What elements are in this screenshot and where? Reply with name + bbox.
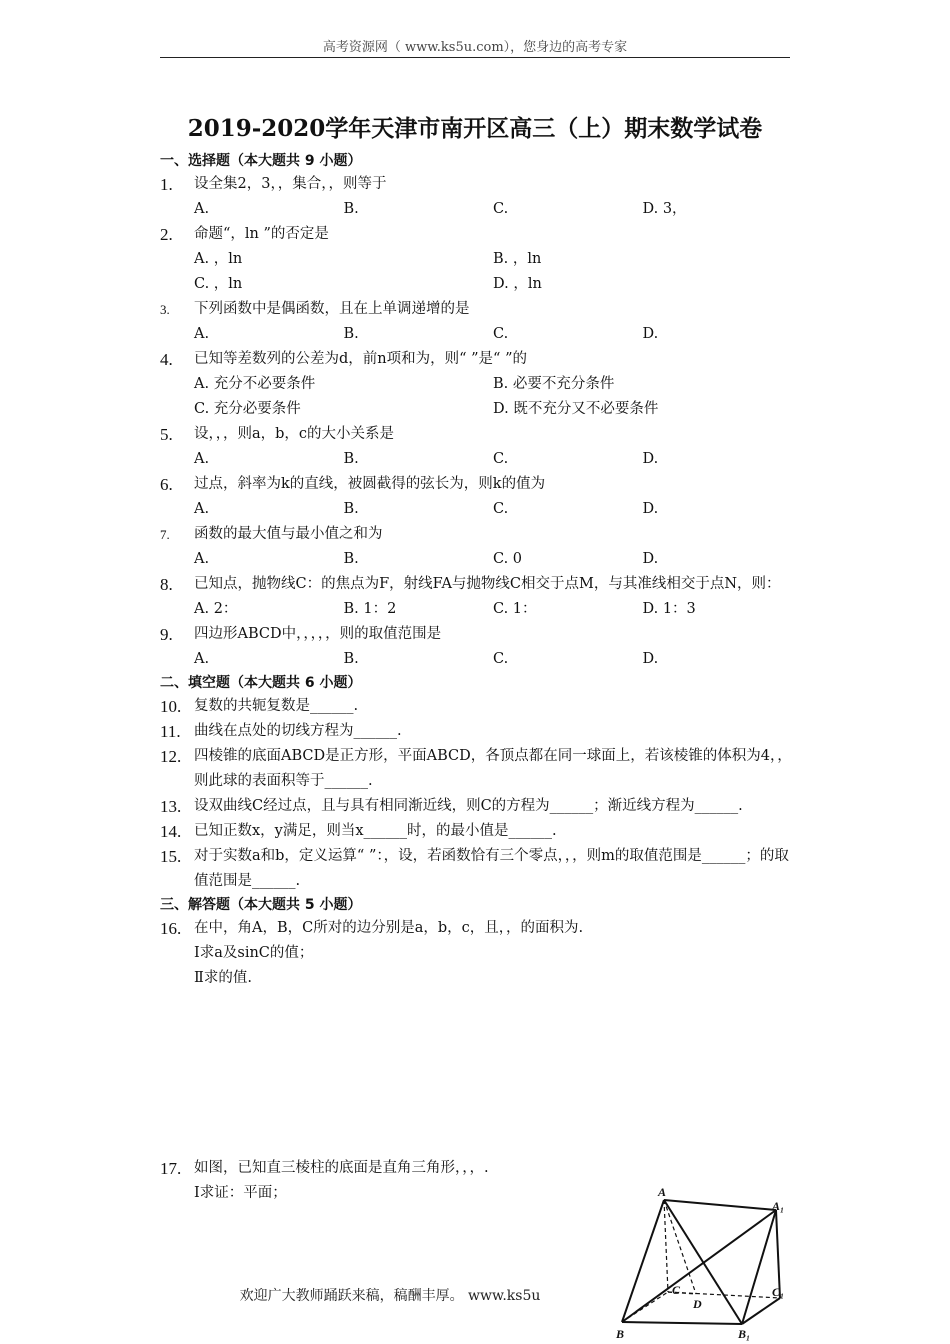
question-text: 在中，角A，B，C所对的边分别是a，b，c，且，，的面积为. [194, 920, 584, 936]
option-b: B. [343, 501, 359, 517]
exam-content [160, 150, 792, 1206]
option-c: C. 1： [493, 601, 537, 617]
option-c: C. [493, 451, 509, 467]
question-text: 复数的共轭复数是______. [194, 698, 359, 714]
label-c: C [672, 1283, 681, 1297]
option-d: D. 1：3 [642, 601, 696, 617]
question-text: 四棱锥的底面ABCD是正方形，平面ABCD，各顶点都在同一球面上，若该棱锥的体积为4，，则此球的表面积等于______. [194, 748, 792, 789]
option-c: C. ，ln [194, 276, 243, 292]
question-number: 6. [160, 475, 173, 494]
question-6 [160, 472, 792, 522]
option-b: B. ，ln [493, 251, 542, 267]
question-number: 3. [160, 302, 170, 317]
question-text: 曲线在点处的切线方程为______. [194, 723, 402, 739]
question-text: 命题“，ln ”的否定是 [194, 226, 329, 242]
label-c1: C₁ [772, 1285, 785, 1299]
question-9 [160, 622, 792, 672]
question-number: 16. [160, 919, 182, 938]
option-d: D. 既不充分又不必要条件 [493, 401, 659, 417]
question-number: 12. [160, 747, 182, 766]
option-a: A. [194, 551, 210, 567]
option-b: B. 1：2 [343, 601, 397, 617]
question-16 [160, 916, 792, 991]
prism-figure [608, 1182, 798, 1344]
question-15 [160, 844, 792, 894]
option-c: C. 0 [493, 551, 523, 567]
label-a1: A₁ [772, 1199, 785, 1213]
option-a: A. [194, 651, 210, 667]
question-number: 14. [160, 822, 182, 841]
option-b: B. 必要不充分条件 [493, 376, 615, 392]
question-2 [160, 222, 792, 297]
option-a: A. [194, 326, 210, 342]
label-d: D [693, 1297, 702, 1311]
option-d: D. 3， [642, 201, 687, 217]
section-choice-heading: 一、选择题（本大题共 9 小题） [160, 153, 362, 169]
option-c: C. 充分必要条件 [194, 401, 301, 417]
question-number: 5. [160, 425, 173, 444]
question-number: 4. [160, 350, 173, 369]
question-4 [160, 347, 792, 422]
question-10 [160, 694, 792, 719]
option-b: B. [343, 551, 359, 567]
question-text: 设全集2，3，，集合，，则等于 [194, 176, 387, 192]
question-number: 10. [160, 697, 182, 716]
option-a: A. 充分不必要条件 [194, 376, 316, 392]
question-text: 如图，已知直三棱柱的底面是直角三角形，，，. [194, 1160, 489, 1176]
option-d: D. [642, 451, 659, 467]
option-c: C. [493, 501, 509, 517]
question-text: 已知等差数列的公差为d，前n项和为，则“ ”是“ ”的 [194, 351, 527, 367]
option-a: A. [194, 451, 210, 467]
option-d: D. ，ln [493, 276, 542, 292]
option-d: D. [642, 651, 659, 667]
question-text: 已知点，抛物线C：的焦点为F，射线FA与抛物线C相交于点M，与其准线相交于点N，则： [194, 576, 781, 592]
question-3 [160, 297, 792, 347]
question-text: 下列函数中是偶函数，且在上单调递增的是 [194, 301, 470, 317]
option-c: C. [493, 326, 509, 342]
question-5 [160, 422, 792, 472]
header-rule [160, 57, 790, 58]
question-text: 对于实数a和b，定义运算“ ”：，设，若函数恰有三个零点，，，则m的取值范围是______；的取值范围是______. [194, 848, 789, 889]
label-a: A [658, 1185, 667, 1199]
question-1 [160, 172, 792, 222]
sub-question-2: Ⅱ求的值. [194, 970, 252, 986]
page-header: 高考资源网（ www.ks5u.com），您身边的高考专家 [322, 40, 628, 55]
question-text: 设，，，则a，b，c的大小关系是 [194, 426, 395, 442]
question-number: 2. [160, 225, 173, 244]
sub-question-1: Ⅰ求证：平面； [194, 1185, 287, 1201]
question-12 [160, 744, 792, 794]
page-title: 2019-2020学年天津市南开区高三（上）期末数学试卷 [187, 115, 763, 142]
option-b: B. [343, 451, 359, 467]
question-text: 设双曲线C经过点，且与具有相同渐近线，则C的方程为______；渐近线方程为______. [194, 798, 743, 814]
question-13 [160, 794, 792, 819]
option-a: A. [194, 201, 210, 217]
option-b: B. [343, 651, 359, 667]
question-number: 11. [160, 722, 181, 741]
question-text: 过点，斜率为k的直线，被圆截得的弦长为，则k的值为 [194, 476, 546, 492]
option-d: D. [642, 501, 659, 517]
option-b: B. [343, 201, 359, 217]
label-b: B [616, 1327, 625, 1341]
option-b: B. [343, 326, 359, 342]
section-fill-heading: 二、填空题（本大题共 6 小题） [160, 675, 362, 691]
option-d: D. [642, 551, 659, 567]
option-c: C. [493, 201, 509, 217]
question-8 [160, 572, 792, 622]
label-b1: B₁ [738, 1327, 751, 1341]
page-footer: 欢迎广大教师踊跃来稿，稿酬丰厚。 www.ks5u [239, 1288, 541, 1304]
option-a: A. ，ln [194, 251, 243, 267]
question-number: 9. [160, 625, 173, 644]
question-text: 函数的最大值与最小值之和为 [194, 526, 383, 542]
answer-space [160, 991, 792, 1156]
sub-question-1: Ⅰ求a及sinC的值； [194, 945, 314, 961]
question-number: 17. [160, 1159, 182, 1178]
question-11 [160, 719, 792, 744]
question-number: 1. [160, 175, 173, 194]
option-a: A. [194, 501, 210, 517]
question-14 [160, 819, 792, 844]
question-text: 四边形ABCD中，，，，，则的取值范围是 [194, 626, 442, 642]
section-answer-heading: 三、解答题（本大题共 5 小题） [160, 897, 362, 913]
question-number: 8. [160, 575, 173, 594]
option-c: C. [493, 651, 509, 667]
question-text: 已知正数x，y满足，则当x______时，的最小值是______. [194, 823, 557, 839]
question-number: 13. [160, 797, 182, 816]
question-number: 7. [160, 527, 170, 542]
option-a: A. 2： [194, 601, 238, 617]
question-number: 15. [160, 847, 182, 866]
question-7 [160, 522, 792, 572]
option-d: D. [642, 326, 659, 342]
